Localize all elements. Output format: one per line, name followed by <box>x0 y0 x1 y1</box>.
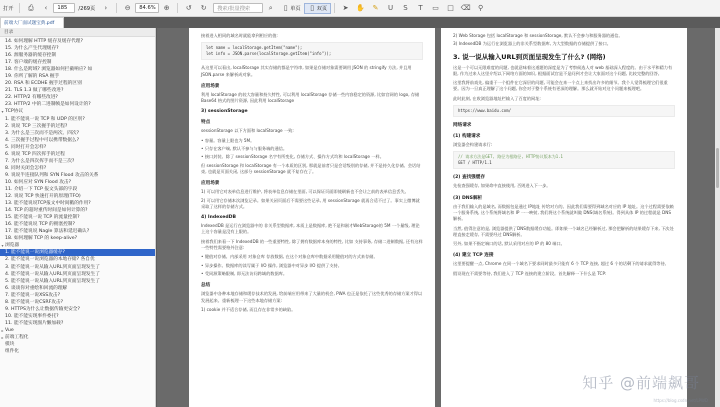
outline-item-label: 4. 三次握手过程中可以携带数据么? <box>5 137 80 143</box>
select-tool-button[interactable] <box>338 2 353 15</box>
rotate-right-icon: ↻ <box>200 4 207 12</box>
outline-item-label: 7. 能不能说一说XSS攻击? <box>5 292 61 298</box>
outline-item[interactable] <box>0 313 155 320</box>
list-item: • 接口封装。除了 sessionStorage 名字有所变化, 存储方式、操作方式均和 localStorage 一样。 <box>201 154 384 160</box>
code-block <box>201 42 423 60</box>
outline-item[interactable] <box>0 108 155 115</box>
comment-icon: ▭ <box>432 4 439 12</box>
paragraph: sessionStorage 以下方面和 localStorage 一致: <box>201 128 294 134</box>
outline-item-label: Vue <box>5 327 14 333</box>
list-item: 1) cookie 并不适合存储, 而且存在非常多的缺陷。 <box>201 306 296 312</box>
paragraph: 由于我们输入的是域名, 而数据包是通过 IP地址 传给对方的。因此我们需要得到域名对应的 IP 地址。这个过程需要依赖一个服务系统, 这个系统将域名和 IP 一一映射, 我们将这个系统就叫做 DNS(域名系统)。得到具体 IP 的过程就是 DNS 解析。 <box>453 203 674 222</box>
outline-item-label: 20. RSA 和 ECDHE 握手过程的区别 <box>5 81 82 87</box>
outline-item-label: 18. 如何理解 TCP 的 keep-alive? <box>5 236 78 242</box>
document-viewport[interactable] <box>157 28 720 407</box>
textbox-button[interactable] <box>413 2 428 15</box>
outline-item[interactable] <box>0 158 155 165</box>
outline-item[interactable] <box>0 256 155 263</box>
list-item: 2) Web Storage 包括 localStorage 和 sessionStorage, 默认不会参与和服务器的通信。 <box>453 33 623 38</box>
section-heading: (2) 查找强缓存 <box>453 175 485 181</box>
paragraph: 浏览器会构建请求行: <box>453 142 493 148</box>
outline-item-label: 浏览器 <box>5 243 20 249</box>
outline-item-label: 19. 你所了解的 RSA 握手 <box>5 74 60 80</box>
outline-item[interactable] <box>0 130 155 137</box>
outline-item[interactable] <box>0 341 155 348</box>
single-page-button[interactable] <box>278 2 303 15</box>
rotate-left-icon: ↺ <box>185 4 192 12</box>
chevron-right-icon: › <box>104 4 108 12</box>
outline-item[interactable] <box>0 235 155 242</box>
outline-item-label: 1. 能不能说一说 TCP 和 UDP 的区别? <box>5 116 85 122</box>
expand-arrow-icon[interactable]: ▸ <box>1 327 4 333</box>
double-page-label: 双页 <box>316 5 328 12</box>
question-heading: 3. 说一说从输入URL到页面呈现发生了什么? (网络) <box>453 52 606 61</box>
outline-item[interactable] <box>0 45 155 52</box>
list-item: 3) IndexedDB 为运行在浏览器上的非关系型数据库, 为大型数据的存储提供了接口。 <box>453 41 611 47</box>
toolbar-divider <box>116 3 117 13</box>
toolbar-divider <box>177 3 178 13</box>
hand-tool-button[interactable] <box>353 2 368 15</box>
highlight-button[interactable] <box>368 2 383 15</box>
outline-sidebar <box>0 28 156 407</box>
outline-item[interactable] <box>0 59 155 66</box>
outline-item[interactable] <box>0 116 155 123</box>
paragraph: 此时此刻, 在收浏览器地址栏输入了百度的网址: <box>453 95 541 101</box>
outline-item[interactable] <box>0 214 155 221</box>
cursor-icon: ➤ <box>342 4 349 12</box>
prev-page-button[interactable] <box>38 2 53 15</box>
outline-item[interactable] <box>0 38 155 45</box>
zoom-in-button[interactable] <box>159 2 174 15</box>
section-heading: 网络请求 <box>453 123 472 129</box>
outline-item-label: 23. HTTP/2 中的二进制帧是如何设计的? <box>5 102 91 108</box>
section-heading: 3) sessionStorage <box>201 109 248 115</box>
outline-item[interactable] <box>0 200 155 207</box>
outline-item-label: 2. 能不能说一说浏览器的本地存储? 各自优 <box>5 257 95 263</box>
list-item: 2) 可以用它存储本次浏览记录。如果关闭页面后不需要这些记录, 用 sessionStorage 就再合适不过了。事实上微博就采取了这样的存储方式。 <box>201 197 420 209</box>
list-item-text: 接口封装。除了 sessionStorage 名字有所变化, 存储方式、操作方式均和 localStorage 一样。 <box>204 154 384 160</box>
page-total-label: /269页 <box>78 5 96 12</box>
outline-item[interactable] <box>0 66 155 73</box>
outline-item-label: 11. 介绍一下 TCP 报文头部的字段 <box>5 186 78 192</box>
comment-button[interactable] <box>428 2 443 15</box>
outline-item[interactable] <box>0 285 155 292</box>
toolbar-divider <box>334 3 335 13</box>
outline-item[interactable] <box>0 186 155 193</box>
next-page-button[interactable] <box>98 2 113 15</box>
search-placeholder: 搜索/批量搜索 <box>217 5 251 12</box>
zoom-out-icon: ⊖ <box>124 4 131 12</box>
outline-item[interactable] <box>0 73 155 80</box>
outline-item[interactable] <box>0 123 155 130</box>
section-heading: (3) DNS解析 <box>453 195 483 201</box>
outline-item-label: 11. 能不能实现图片懒加载? <box>5 320 64 326</box>
paragraph: 当然, 值得注意的是, 浏览器提供了DNS数据缓存功能。即如果一个域名已经解析过, 那会把解析的结果缓存下来, 下次处理直接走缓存, 不需要经过 DNS解析。 <box>453 225 674 237</box>
outline-item-label: 12. 说说 TCP 快速打开的原理(TFO) <box>5 194 81 200</box>
list-item-text: 容量。容量上限也为 5M。 <box>204 137 255 143</box>
outline-item[interactable] <box>0 292 155 299</box>
paragraph: 先检查强缓存, 如果命中直接使用, 否则进入下一步。 <box>453 183 551 189</box>
list-item: 1) 可以用它对表单信息进行维护, 将表单信息存储在里面, 可以保证页面即使刷新也不会让之前的表单信息丢失。 <box>201 189 409 195</box>
document-tab[interactable] <box>0 17 64 28</box>
paragraph: 接着我们来看一下 IndexedDB 的一些重要特性, 除了拥有数据库本身的特性, 比如 支持事务, 存储二进制数据, 还有这样一些特性需要格外注意: <box>201 238 423 251</box>
expand-arrow-icon[interactable]: ▾ <box>1 109 4 115</box>
outline-item[interactable] <box>0 80 155 87</box>
outline-item-label: TCP协议 <box>5 109 24 115</box>
shape-icon: □ <box>447 4 454 12</box>
print-icon: ⎙ <box>28 3 34 12</box>
outline-item-label: 9. HTTPS为什么让数据传输更安全? <box>5 306 80 312</box>
section-heading: 特点 <box>201 120 211 126</box>
outline-list <box>0 37 155 355</box>
page-left <box>189 28 435 407</box>
list-item: • 受同源策略限制, 即无法访问跨域的数据库。 <box>201 270 288 276</box>
zoom-select[interactable] <box>135 3 159 13</box>
outline-item[interactable] <box>0 249 155 256</box>
outline-item[interactable] <box>0 348 155 355</box>
list-item: • 只存在客户端, 默认不参与与服务端的通信。 <box>201 146 288 152</box>
list-item: • 容量。容量上限也为 5M。 <box>201 137 255 143</box>
rotate-right-button[interactable] <box>196 2 211 15</box>
paragraph: 这里要提醒一点, Chrome 在同一个域名下要求同时最多只能有 6 个 TCP 连接, 超过 6 个的话剩下的请求就得等待。 <box>453 261 669 267</box>
outline-item-label: 7. 为什么是四次挥手而不是三次? <box>5 158 75 164</box>
outline-item-label: 3. 为什么是三次而不是两次、四次? <box>5 130 80 136</box>
outline-item[interactable] <box>0 179 155 186</box>
code-line: let info = JSON.parse(localStorage.getItem("info")); <box>206 51 332 57</box>
outline-item-label: 9. 说说半连接队列和 SYN Flood 攻击的关系 <box>5 172 99 178</box>
page-number-input[interactable] <box>53 3 75 13</box>
outline-item-label: 14. TCP 的超时重传时间是如何计算的? <box>5 208 88 214</box>
section-heading: 应用场景 <box>201 181 220 187</box>
expand-arrow-icon[interactable]: ▸ <box>1 334 4 340</box>
outline-item[interactable] <box>0 327 155 334</box>
vertical-scrollbar[interactable] <box>715 28 720 407</box>
outline-item-label: 15. 能不能说一说 TCP 的流量控制? <box>5 215 80 221</box>
outline-item[interactable] <box>0 52 155 59</box>
list-item-text: 受同源策略限制, 即无法访问跨域的数据库。 <box>204 270 288 276</box>
code-line: let name = localStorage.getItem("name"); <box>206 45 303 51</box>
outline-item[interactable] <box>0 271 155 278</box>
outline-item-label: 3. 能不能说一说从输入URL到页面呈现发生了 <box>5 264 100 270</box>
stamp-button[interactable] <box>473 2 488 15</box>
outline-item-label: 13. 能不能说说TCP报文中时间戳的作用? <box>5 201 91 207</box>
list-item: • 键值对存储。内部采用 对象仓库 存放数据, 在这个对象仓库中数据采用键值对的方式来存储。 <box>201 254 378 260</box>
outline-item[interactable] <box>0 264 155 271</box>
outline-item[interactable] <box>0 306 155 313</box>
outline-header <box>0 28 155 37</box>
zoom-out-button[interactable] <box>120 2 135 15</box>
outline-item[interactable] <box>0 101 155 108</box>
open-button[interactable] <box>0 2 16 15</box>
list-item-text: 键值对存储。内部采用 对象仓库 存放数据, 在这个对象仓库中数据采用键值对的方式来存储。 <box>204 254 378 260</box>
shape-button[interactable] <box>443 2 458 15</box>
code-block <box>453 105 675 117</box>
double-page-button[interactable] <box>304 3 331 14</box>
section-heading: (4) 建立 TCP 连接 <box>453 253 494 259</box>
section-heading: 应用场景 <box>201 83 220 89</box>
outline-item[interactable] <box>0 228 155 235</box>
chevron-left-icon: ‹ <box>44 4 48 12</box>
outline-item[interactable] <box>0 193 155 200</box>
paragraph: 浏览器中各种本地存储和缓存技术的发展, 给前端应用带来了大量的机会, PWA 也正是依托了这些优秀的存储方案才得以发展起来。重新梳理一下这些本地存储方案: <box>201 291 423 303</box>
stamp-icon: ⚲ <box>477 4 484 12</box>
section-heading: 总结 <box>201 283 211 289</box>
list-item-text: 异步操作。数据库的读写属于 I/O 操作, 浏览器中对异步 I/O 提供了支持。 <box>204 262 342 268</box>
paragraph: 这是一个可以无限难度的问题, 也就意味着这道题的深度是为了考察候选人对 web 基础深入程度的。由于水平和精力有限, 作为过来人这里介绍以下网络方面的知识, 根据面试官是不是问到才会让大家面对这个问题, 比较完整的回答。 <box>453 64 673 76</box>
outline-item[interactable] <box>0 165 155 172</box>
code-line: GET / HTTP/1.1 <box>458 160 492 166</box>
outline-item-label: 10. 如何应对 SYN Flood 攻击? <box>5 179 72 185</box>
open-label: 打开 <box>3 5 14 12</box>
section-heading: 4) IndexedDB <box>201 215 236 221</box>
underline-icon: U <box>387 4 394 12</box>
hand-icon: ✋ <box>356 4 365 12</box>
expand-arrow-icon[interactable]: ▾ <box>1 243 4 249</box>
paragraph: 另外, 如果不指定端口的话, 默认采用对应的 IP 的 80 端口。 <box>453 241 565 247</box>
outline-item[interactable] <box>0 137 155 144</box>
zoom-in-icon: ⊕ <box>163 4 170 12</box>
toolbar <box>0 0 720 17</box>
outline-item-label: 前端工程化 <box>5 334 29 340</box>
paragraph: 这里我将前戏先, 偏重于一个组件在它深层的问题, 可能会在来一个点上来找出许多的细节。我个人觉得梳理它们很重要。因为一旦真正理解了这个问题, 你会对于整个系统有更深的理解。那么就开始对这个问题来梳理吧。 <box>453 80 668 92</box>
rotate-left-button[interactable] <box>181 2 196 15</box>
scrollbar-thumb[interactable] <box>716 148 719 188</box>
outline-item-label: 21. TLS 1.3 做了哪些改进? <box>5 88 64 94</box>
code-line: https://www.baidu.com/ <box>458 108 511 114</box>
outline-item-label: 22. HTTP/2 有哪些改进? <box>5 95 58 101</box>
outline-item-label: 5. 同时打开会怎样? <box>5 144 47 150</box>
paragraph: IndexedDB 是运行在浏览器中的 非关系型数据库, 本质上是数据库, 绝不是和刚才WebStorage的 5M 一个量级, 理论上这个容量是没有上限的。 <box>201 223 420 235</box>
outline-item-label: 6. 谈谈你对重绘和回流的理解 <box>5 285 68 291</box>
outline-item[interactable] <box>0 151 155 158</box>
outline-item-label: 18. 什么是跨域? 浏览器如何拦截响应? 如 <box>5 67 93 73</box>
outline-item[interactable] <box>0 94 155 101</box>
outline-item-label: 15. 为什么产生代理缓存? <box>5 46 59 52</box>
outline-item[interactable] <box>0 334 155 341</box>
page-current: 185 <box>57 5 68 11</box>
outline-item-label: 14. 如何理解 HTTP 缓存及缓存代理? <box>5 39 83 44</box>
single-page-icon: ▯ <box>283 4 288 12</box>
zoom-value: 84.6% <box>139 5 156 11</box>
paragraph: 从这里可以看出, localStorage 其实存储的都是字符串, 如果是存储对象需要调用 JSON 的 stringify 方法, 并且用 JSON.parse 来解析成对象。 <box>201 65 412 77</box>
outline-item-label: 16. 能不能说说 TCP 的拥塞控制? <box>5 222 75 228</box>
double-page-icon: ▯ <box>310 4 315 12</box>
eraser-button[interactable] <box>458 2 473 15</box>
list-item-text: 只存在客户端, 默认不参与与服务端的通信。 <box>204 146 288 152</box>
pen-icon: ✎ <box>372 4 379 12</box>
search-icon: ⌕ <box>268 3 273 12</box>
eraser-icon: ⌫ <box>460 4 471 12</box>
watermark-url: https://blog.csdn.net/LPWD <box>653 398 708 403</box>
strikethrough-button[interactable] <box>398 2 413 15</box>
list-item: • 异步操作。数据库的读写属于 I/O 操作, 浏览器中对异步 I/O 提供了支持。 <box>201 262 342 268</box>
print-button[interactable] <box>23 2 38 15</box>
outline-header-label: 目录 <box>4 30 14 35</box>
outline-item-label: 16. 源服务器的缓存控制 <box>5 53 57 59</box>
outline-item-label: 17. 能不能说说 Nagle 算法和延迟确认? <box>5 229 90 235</box>
paragraph: 但 sessionStorage 和 localStorage 有一个本质的区别, 那就是前者只是会话级别的存储, 并不是持久化存储。会话结束, 也就是页面关闭, 这部分 sessionStorage 就不复存在了。 <box>201 162 421 174</box>
search-button[interactable] <box>263 2 278 15</box>
outline-item-label: 8. 同时关闭会怎样? <box>5 165 47 171</box>
document-tab-title: 前端大厂面试题宝典.pdf <box>4 21 55 26</box>
outline-item[interactable] <box>0 299 155 306</box>
search-input[interactable] <box>213 3 263 13</box>
code-line: // 请求方法是GET, 路径为根路径, HTTP协议版本为1.1 <box>458 154 563 160</box>
outline-item-label: 1. 能不能说一说浏览器缓存? <box>5 250 66 256</box>
paragraph: 利用 localStorage 的较大容量和持久特性, 可以利用 localStorage 存储一些内容稳定的资源, 比如官网的 logo, 存储 Base64 格式的图片资源, 因此利用 localStorage <box>201 91 420 104</box>
outline-item-label: 8. 能不能说一说CSRF攻击? <box>5 299 64 305</box>
page-total <box>75 2 98 15</box>
section-heading: (1) 构建请求 <box>453 134 481 140</box>
code-block <box>453 151 675 169</box>
textbox-icon: T <box>418 4 423 12</box>
outline-item[interactable] <box>0 144 155 151</box>
watermark: 知乎 @前端飙哥 <box>582 374 700 392</box>
outline-item[interactable] <box>0 278 155 285</box>
outline-item[interactable] <box>0 207 155 214</box>
outline-item[interactable] <box>0 172 155 179</box>
outline-item-label: 模块 <box>5 342 15 348</box>
outline-item[interactable] <box>0 87 155 94</box>
paragraph: 假设现在不需要等待, 我们进入了 TCP 连接的建立阶段。首先解释一下什么是 TCP: <box>453 270 607 276</box>
outline-item-label: 17. 客户端的缓存控制 <box>5 60 52 66</box>
paragraph: 接着进入相同的域名时就能拿到相应的值: <box>201 33 278 38</box>
outline-item[interactable] <box>0 320 155 327</box>
underline-button[interactable] <box>383 2 398 15</box>
toolbar-divider <box>19 3 20 13</box>
single-page-label: 单页 <box>290 5 301 12</box>
outline-item-label: 4. 能不能说一说从输入URL到页面呈现发生了 <box>5 271 100 277</box>
outline-item-label: 10. 能不能实现事件委托? <box>5 313 59 319</box>
outline-item-label: 2. 说说 TCP 三次握手的过程? <box>5 123 68 129</box>
outline-item-label: 组件化 <box>5 349 20 355</box>
outline-item-label: 5. 能不能说一说从输入URL到页面呈现发生了 <box>5 278 100 284</box>
page-right <box>441 28 687 407</box>
outline-item[interactable] <box>0 242 155 249</box>
strikethrough-icon: S <box>403 4 408 12</box>
outline-item-label: 6. 说说 TCP 四次挥手的过程 <box>5 151 65 157</box>
outline-item[interactable] <box>0 221 155 228</box>
